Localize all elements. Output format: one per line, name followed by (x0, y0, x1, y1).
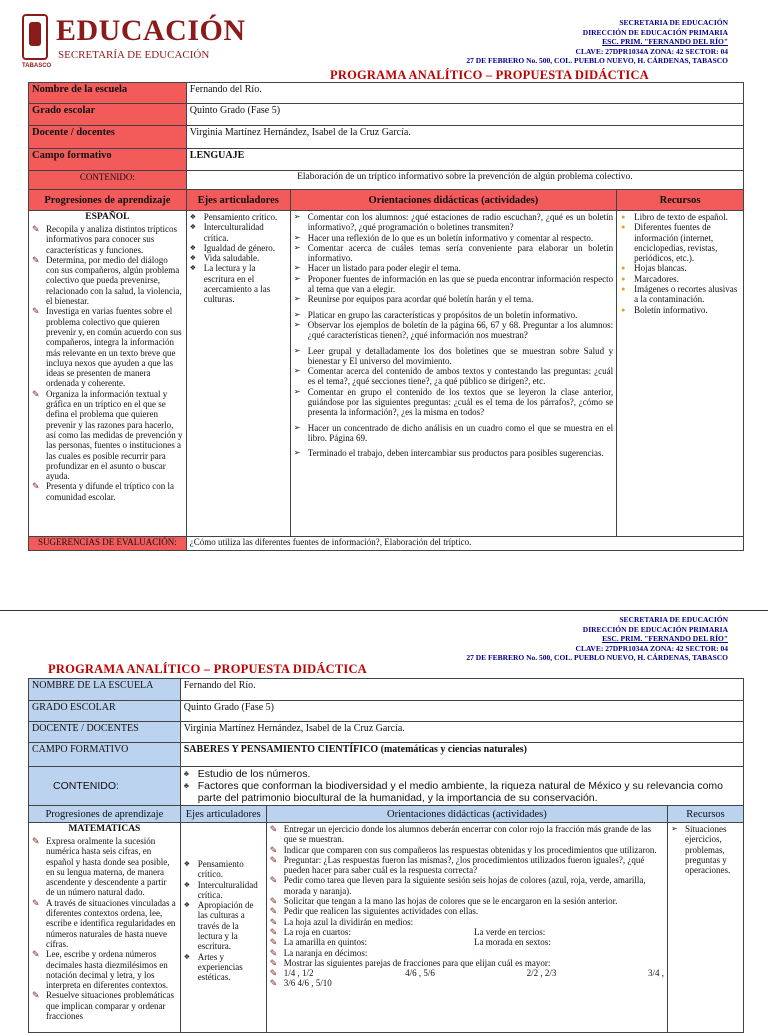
col-header-activities: Orientaciones didácticas (actividades) (266, 806, 667, 823)
program-table (28, 678, 744, 1033)
axis-item: ❖ Igualdad de género. (190, 243, 287, 253)
activity-item: ✎ Indicar que comparen con sus compañeros las respuestas obtenidas y los procedimientos que utilizaron. (270, 845, 664, 855)
school-label: NOMBRE DE LA ESCUELA (29, 679, 181, 701)
fraction-pair: ✎ 1/4 , 1/2 (283, 968, 314, 979)
activity-item: ➢ Comentar acerca de cuáles temas sería conveniente para elaborar un boletín informativo. (294, 243, 613, 264)
axis-item: ❖ Vida saludable. (190, 253, 287, 263)
teacher-value: Virginia Martínez Hernández, Isabel de la Cruz García. (186, 126, 743, 149)
col-header-axes: Ejes articuladores (186, 190, 290, 211)
activity-item: ➢ Hacer un listado para poder elegir el tema. (294, 263, 613, 273)
header-line: SECRETARIA DE EDUCACIÓN (619, 615, 728, 624)
header-line: 27 DE FEBRERO No. 500, COL. PUEBLO NUEVO, H. CÁRDENAS, TABASCO (466, 56, 728, 65)
resource-item: ● Boletín informativo. (620, 305, 740, 315)
resources-cell (668, 823, 744, 1033)
header-line: SECRETARIA DE EDUCACIÓN (619, 18, 728, 27)
axis-item: ❖ Artes y experiencias estéticas. (184, 952, 263, 983)
grade-value: Quinto Grado (Fase 5) (186, 104, 743, 126)
field-value: SABERES Y PENSAMIENTO CIENTÍFICO (matemáticas y ciencias naturales) (180, 743, 743, 767)
activity-item: ➢ Platicar en grupo las características y propósitos de un boletín informativo. (294, 310, 613, 320)
activity-item: ➢ Hacer un concentrado de dicho análisis en un cuadro como el que se muestra en el libro. Página 69. (294, 423, 613, 444)
activity-item: ➢ Proponer fuentes de información en las que se pueda encontrar información respecto al tema que van a elegir. (294, 274, 613, 295)
progression-item: ✎ Presenta y difunde el tríptico con la comunidad escolar. (32, 481, 183, 502)
col-header-axes: Ejes articuladores (180, 806, 266, 823)
content-label: CONTENIDO: (29, 171, 187, 190)
logo-title: EDUCACIÓN (56, 14, 246, 47)
axis-item: ❖ La lectura y la escritura en el acercamiento a las culturas. (190, 263, 287, 304)
progression-item: ✎ Investiga en varias fuentes sobre el problema colectivo que quieren prevenir y, en común acuerdo con sus compañeros, integra la información más relevante en un texto breve que incluya nexos que ayuden a que las ideas se presenten de manera ordenada y coherente. (32, 306, 183, 388)
subject-title: MATEMATICAS (68, 824, 141, 834)
logo-state: TABASCO (22, 63, 52, 69)
progression-item: ✎ Determina, por medio del diálogo con sus compañeros, algún problema colectivo que pueda prevenirse, relacionado con la salud, la violencia, el bienestar. (32, 255, 183, 306)
axis-item: ❖ Interculturalidad crítica. (190, 222, 287, 243)
content-label: CONTENIDO: (29, 767, 181, 806)
activity-item: ➢ Observar los ejemplos de boletín de la página 66, 67 y 68. Preguntar a los alumnos: ¿qué características tienen?, ¿qué información nos muestran? (294, 320, 613, 341)
header-line: 27 DE FEBRERO No. 500, COL. PUEBLO NUEVO, H. CÁRDENAS, TABASCO (466, 653, 728, 662)
education-logo (22, 14, 246, 70)
color-instruction: La verde en tercios: (474, 926, 546, 937)
color-instruction: ✎ La roja en cuartos: (283, 926, 351, 937)
axis-item: ❖ Interculturalidad crítica. (184, 880, 263, 901)
fraction-pairs (270, 968, 664, 978)
color-instruction: La morada en sextos: (474, 937, 551, 948)
header-line: DIRECCIÓN DE EDUCACIÓN PRIMARIA (582, 27, 728, 37)
activity-item: ➢ Comentar en grupo el contenido de los textos que se leyeron la clase anterior, guiándose por las siguientes preguntas: ¿cuál es el tema de los párrafos?, ¿cómo se presenta la información?, ¿es la misma en todos? (294, 387, 613, 418)
progression-item: ✎ Organiza la información textual y gráfica en un tríptico en el que se defina el problema que quieren prevenir y las razones para hacerlo, así como las medidas de prevención y las personas, fuentes o instituciones a las cuales es posible recurrir para profundizar en el asunto o buscar ayuda. (32, 389, 183, 482)
fraction-pair: 2/2 , 2/3 (526, 968, 557, 979)
axis-item: ❖ Apropiación de las culturas a través de la lectura y la escritura. (184, 900, 263, 951)
fraction-pair: 4/6 , 5/6 (405, 968, 435, 979)
subject-title: ESPAÑOL (85, 212, 130, 222)
col-header-resources: Recursos (617, 190, 744, 211)
header-line: CLAVE: 27DPR1034A ZONA: 42 SECTOR: 04 (575, 643, 728, 653)
activity-item (270, 937, 664, 947)
evaluation-label: SUGERENCIAS DE EVALUACIÓN: (29, 537, 187, 551)
grade-value: Quinto Grado (Fase 5) (180, 701, 743, 722)
progression-item: ✎ Resuelve situaciones problemáticas que implican comparar y ordenar fracciones (32, 990, 177, 1021)
resource-item: ● Libro de texto de español. (620, 212, 740, 222)
activity-item: ➢ Comentar acerca del contenido de ambos textos y contestando las preguntas: ¿cuál es el tema?, ¿qué secciones tiene?, ¿a qué público se dirigen?, etc. (294, 366, 613, 387)
page-title: PROGRAMA ANALÍTICO – PROPUESTA DIDÁCTICA (48, 662, 367, 676)
header-line: ESC. PRIM. "FERNANDO DEL RÍO" (602, 37, 728, 46)
field-value: LENGUAJE (186, 149, 743, 171)
axis-item: ❖ Pensamiento crítico. (184, 859, 263, 880)
resource-item: ● Marcadores. (620, 274, 740, 284)
page-2 (0, 610, 768, 1024)
progression-item: ✎ Lee, escribe y ordena números decimales hasta diezmilésimos en notación decimal y letra, y los interpreta en diferentes contextos. (32, 949, 177, 990)
activity-item: ➢ Reunirse por equipos para acordar qué boletín harán y el tema. (294, 294, 613, 304)
activity-item: ✎ Solicitar que tengan a la mano las hojas de colores que se le encargaron en la sesión anterior. (270, 896, 664, 906)
school-header (466, 615, 728, 663)
col-header-progressions: Progresiones de aprendizaje (29, 190, 187, 211)
axes-cell (180, 823, 266, 1033)
grade-label: Grado escolar (29, 104, 187, 126)
progressions-cell (29, 823, 181, 1033)
logo-subtitle: SECRETARÍA DE EDUCACIÓN (58, 49, 210, 61)
page-title: PROGRAMA ANALÍTICO – PROPUESTA DIDÁCTICA (330, 68, 649, 82)
resource-item: ● Imágenes o recortes alusivas a la contaminación. (620, 284, 740, 305)
activities-cell (290, 211, 616, 537)
progression-item: ✎ A través de situaciones vinculadas a diferentes contextos ordena, lee, escribe e identifica regularidades en números naturales de hasta nueve cifras. (32, 898, 177, 949)
teacher-label: Docente / docentes (29, 126, 187, 149)
progression-item: ✎ Recopila y analiza distintos trípticos informativos para conocer sus características y funciones. (32, 224, 183, 255)
activity-item (270, 927, 664, 937)
activity-item: ➢ Hacer una reflexión de lo que es un boletín informativo y comentar al respecto. (294, 233, 613, 243)
school-label: Nombre de la escuela (29, 83, 187, 104)
activity-item: ✎ Preguntar: ¿Las respuestas fueron las mismas?, ¿los procedimientos utilizados fueron iguales?, ¿qué pueden hacer para saber cuál es la respuesta correcta? (270, 855, 664, 876)
activity-item: ✎ Entregar un ejercicio donde los alumnos deberán encerrar con color rojo la fracción más grande de las que se muestran. (270, 824, 664, 845)
activity-item: ✎ La hoja azul la dividirán en medios: (270, 917, 664, 927)
resource-item: ➢ Situaciones ejercicios, problemas, preguntas y operaciones. (671, 824, 740, 875)
field-label: CAMPO FORMATIVO (29, 743, 181, 767)
header-line: ESC. PRIM. "FERNANDO DEL RÍO" (602, 634, 728, 643)
color-instruction: ✎ La amarilla en quintos: (283, 937, 367, 948)
progressions-cell (29, 211, 187, 537)
activity-item: ✎ Pedir como tarea que lleven para la siguiente sesión seis hojas de colores (azul, roja, verde, amarilla, morada y naranja). (270, 875, 664, 896)
grade-label: GRADO ESCOLAR (29, 701, 181, 722)
col-header-resources: Recursos (668, 806, 744, 823)
fraction-pair: 3/4 , (647, 968, 664, 979)
evaluation-value: ¿Cómo utiliza las diferentes fuentes de información?, Elaboración del tríptico. (186, 537, 743, 551)
progression-item: ✎ Expresa oralmente la sucesión numérica hasta seis cifras, en español y hasta donde sea posible, en su lengua materna, de manera ascendente y descendente a partir de un número natural dado. (32, 836, 177, 898)
school-header (466, 18, 728, 66)
axes-cell (186, 211, 290, 537)
activity-item: ➢ Comentar con los alumnos: ¿qué estaciones de radio escuchan?, ¿qué es un boletín informativo?, ¿qué programación o boletines transmiten? (294, 212, 613, 233)
header-line: CLAVE: 27DPR1034A ZONA: 42 SECTOR: 04 (575, 46, 728, 56)
activity-item: ✎ La naranja en décimos: (270, 948, 664, 958)
header-line: DIRECCIÓN DE EDUCACIÓN PRIMARIA (582, 624, 728, 634)
content-cell (180, 767, 743, 806)
activities-cell (266, 823, 667, 1033)
activity-item: ➢ Leer grupal y detalladamente los dos boletines que se muestran sobre Salud y bienestar y El universo del movimiento. (294, 346, 613, 367)
teacher-label: DOCENTE / DOCENTES (29, 722, 181, 743)
program-table (28, 82, 744, 551)
content-item: ♣ Factores que conforman la biodiversidad y el medio ambiente, la riqueza natural de México y su relevancia como parte del patrimonio biocultural de la humanidad, y la importancia de su conservación. (184, 780, 740, 804)
teacher-value: Virginia Martínez Hernández, Isabel de la Cruz García. (180, 722, 743, 743)
school-value: Fernando del Río. (180, 679, 743, 701)
resources-cell (617, 211, 744, 537)
col-header-activities: Orientaciones didácticas (actividades) (290, 190, 616, 211)
content-item: ♣ Estudio de los números. (184, 768, 740, 780)
state-seal-icon (22, 14, 48, 60)
resource-item: ● Hojas blancas. (620, 263, 740, 273)
col-header-progressions: Progresiones de aprendizaje (29, 806, 181, 823)
field-label: Campo formativo (29, 149, 187, 171)
axis-item: ❖ Pensamiento crítico. (190, 212, 287, 222)
resource-item: ● Diferentes fuentes de información (internet, enciclopedias, revistas, periódicos, etc.). (620, 222, 740, 263)
fraction-pairs-2: ✎ 3/6 4/6 , 5/10 (270, 978, 664, 988)
activity-item: ➢ Terminado el trabajo, deben intercambiar sus productos para posibles sugerencias. (294, 448, 613, 458)
content-value: Elaboración de un tríptico informativo sobre la prevención de algún problema colectivo. (186, 171, 743, 190)
activity-item: ✎ Mostrar las siguientes parejas de fracciones para que elijan cuál es mayor: (270, 958, 664, 968)
activity-item: ✎ Pedir que realicen las siguientes actividades con ellas. (270, 906, 664, 916)
school-value: Fernando del Río. (186, 83, 743, 104)
